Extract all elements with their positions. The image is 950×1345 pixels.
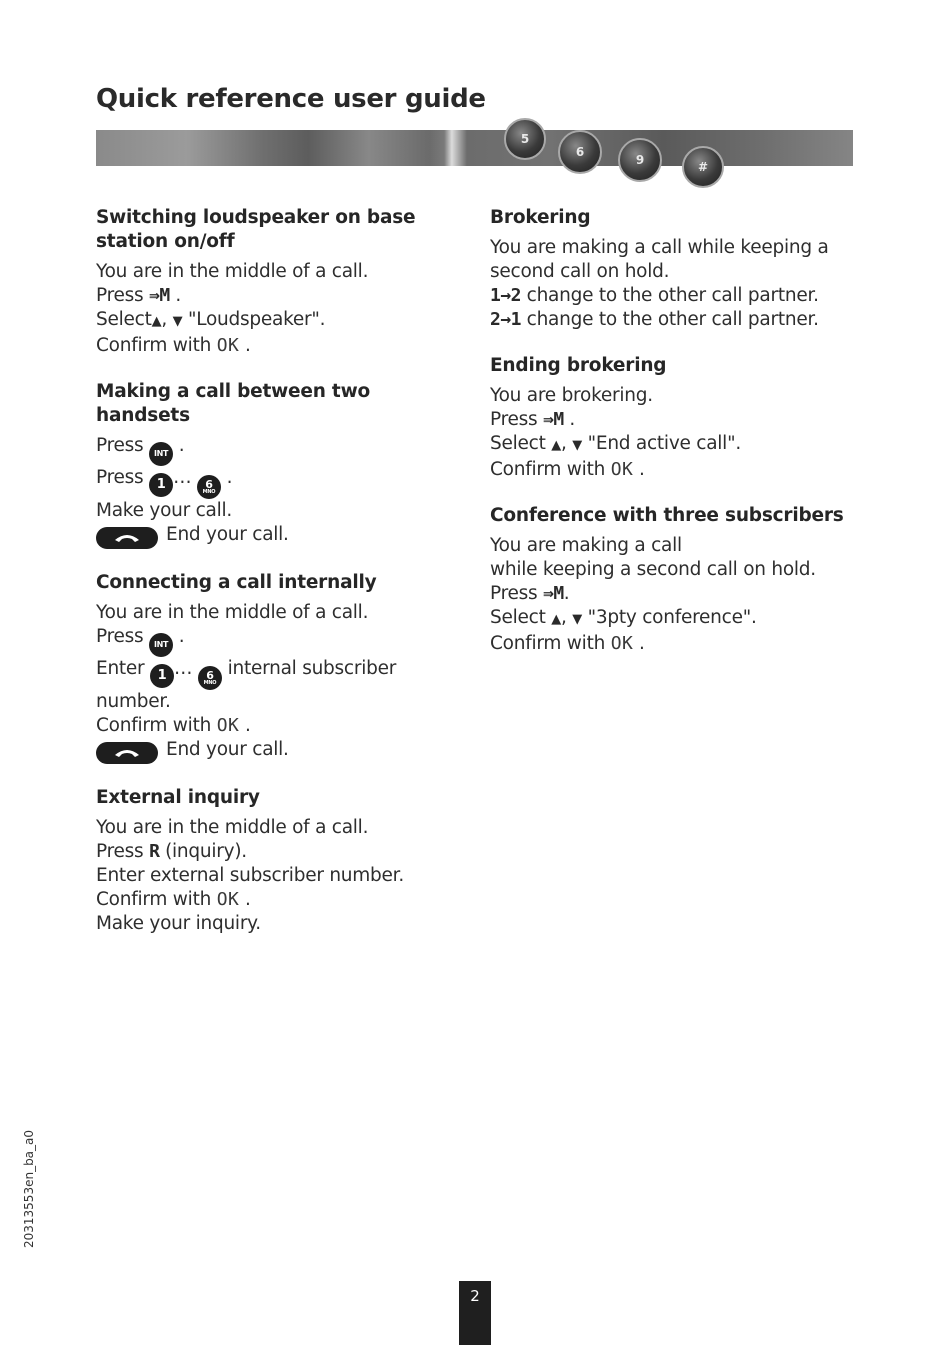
down-arrow-icon: ▼ — [572, 612, 582, 627]
ok-display-icon: OK — [216, 715, 240, 736]
instruction-line: Confirm with OK . — [490, 459, 645, 480]
int-key-icon: INT — [149, 442, 173, 466]
instruction-line: You are making a call while keeping a — [490, 237, 829, 258]
int-key-icon: INT — [149, 633, 173, 657]
ok-display-icon: OK — [216, 889, 240, 910]
section-title: Connecting a call internally — [96, 572, 377, 593]
key-6-icon: 6 MNO — [198, 666, 222, 690]
section-title: Conference with three subscribers — [490, 505, 844, 526]
keypad-key-icon: 6 — [558, 130, 602, 174]
key-1-icon: 1 — [149, 473, 173, 497]
section-title: External inquiry — [96, 787, 260, 808]
keypad-key-icon: # — [682, 146, 724, 188]
instruction-line: Make your call. — [96, 500, 233, 521]
menu-key-icon: ⇛M — [543, 583, 564, 604]
end-call-key-icon — [96, 527, 158, 549]
ok-display-icon: OK — [216, 335, 240, 356]
down-arrow-icon: ▼ — [172, 314, 183, 329]
instruction-line: Press ⇛M. — [490, 583, 570, 604]
up-arrow-icon: ▲ — [551, 438, 561, 453]
instruction-line: Press INT . — [96, 434, 466, 466]
instruction-line: Press R (inquiry). — [96, 841, 247, 862]
instruction-line: 1→2 change to the other call partner. — [490, 285, 819, 306]
broker-1-to-2-icon: 1→2 — [490, 285, 522, 306]
section-title: Ending brokering — [490, 355, 667, 376]
instruction-line: End your call. — [96, 738, 466, 764]
instruction-line: Select ▲, ▼ "End active call". — [490, 433, 741, 454]
instruction-line: You are in the middle of a call. — [96, 817, 369, 838]
instruction-line: Confirm with OK . — [490, 633, 645, 654]
instruction-line: Press 1 … 6 MNO . — [96, 466, 466, 499]
r-key-icon: R — [149, 841, 160, 862]
ok-display-icon: OK — [610, 459, 634, 480]
instruction-line: You are brokering. — [490, 385, 653, 406]
instruction-line: Select ▲, ▼ "3pty conference". — [490, 607, 757, 628]
instruction-line: 2→1 change to the other call partner. — [490, 309, 819, 330]
page-number: 2 — [459, 1281, 491, 1345]
section-two-handsets — [96, 380, 466, 549]
section-title: Brokering — [490, 207, 591, 228]
instruction-line: Confirm with OK . — [96, 889, 251, 910]
instruction-line: second call on hold. — [490, 261, 670, 282]
section-conference — [490, 504, 850, 656]
key-6-icon: 6 MNO — [197, 475, 221, 499]
instruction-line: Enter 1 … 6 MNO internal subscriber — [96, 657, 466, 690]
section-title: Making a call between two handsets — [96, 381, 370, 426]
up-arrow-icon: ▲ — [551, 612, 561, 627]
section-connect-internal — [96, 571, 466, 764]
broker-2-to-1-icon: 2→1 — [490, 309, 522, 330]
section-ending-brokering — [490, 354, 850, 482]
menu-key-icon: ⇛M — [543, 409, 564, 430]
instruction-line: You are in the middle of a call. — [96, 602, 369, 623]
page-title: Quick reference user guide — [96, 84, 486, 114]
instruction-line: Enter external subscriber number. — [96, 865, 404, 886]
instruction-line: Make your inquiry. — [96, 913, 261, 934]
section-brokering — [490, 206, 850, 332]
left-column — [96, 206, 466, 958]
instruction-line: Press INT . — [96, 625, 466, 657]
instruction-line: End your call. — [96, 523, 466, 549]
keypad-photo-banner — [96, 130, 853, 174]
instruction-line: while keeping a second call on hold. — [490, 559, 816, 580]
instruction-line: Confirm with OK . — [96, 715, 251, 736]
key-1-icon: 1 — [150, 664, 174, 688]
instruction-line: You are making a call — [490, 535, 682, 556]
instruction-line: Confirm with OK . — [96, 335, 251, 356]
ok-display-icon: OK — [610, 633, 634, 654]
document-code: 20313553en_ba_a0 — [22, 1129, 36, 1248]
instruction-line: number. — [96, 691, 171, 712]
up-arrow-icon: ▲ — [151, 314, 162, 329]
instruction-line: Select▲, ▼ "Loudspeaker". — [96, 309, 326, 330]
end-call-key-icon — [96, 742, 158, 764]
right-column — [490, 206, 850, 678]
instruction-line: You are in the middle of a call. — [96, 261, 369, 282]
section-external-inquiry — [96, 786, 466, 936]
keypad-key-icon: 9 — [618, 138, 662, 182]
section-title: Switching loudspeaker on base station on/off — [96, 207, 416, 252]
keypad-key-icon: 5 — [504, 118, 546, 160]
section-loudspeaker — [96, 206, 466, 358]
down-arrow-icon: ▼ — [572, 438, 582, 453]
instruction-line: Press ⇛M . — [96, 285, 182, 306]
menu-key-icon: ⇛M — [149, 285, 170, 306]
instruction-line: Press ⇛M . — [490, 409, 576, 430]
